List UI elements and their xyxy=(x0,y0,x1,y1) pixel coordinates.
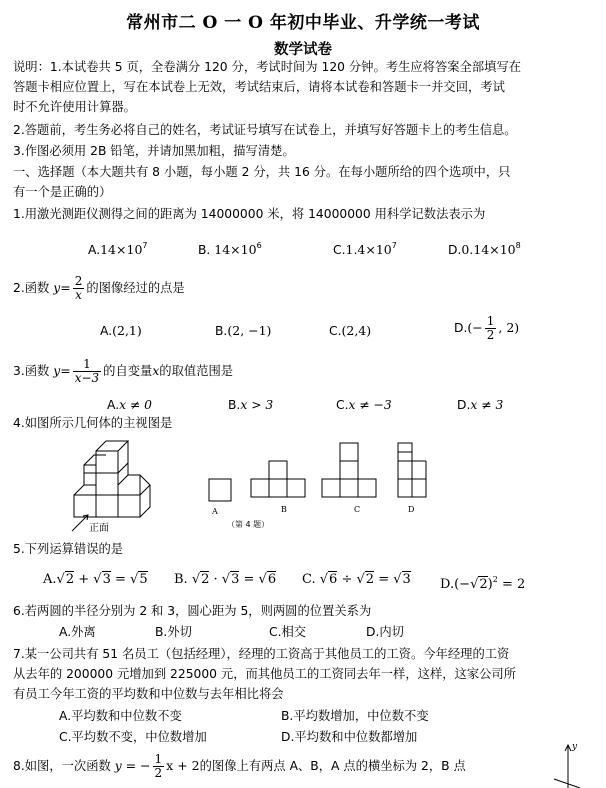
q4-figure xyxy=(0,432,606,534)
math-eq: = xyxy=(60,280,71,295)
math-eq: = xyxy=(60,363,71,378)
operator: = xyxy=(378,572,390,587)
math-var: y xyxy=(53,364,61,378)
option-label: D. xyxy=(440,577,455,592)
q7-option-b: B.平均数增加，中位数不变 xyxy=(281,709,429,723)
q3-tail: 的自变量 xyxy=(103,364,153,378)
q4-option-b-figure xyxy=(251,461,305,497)
operator: + xyxy=(78,572,90,587)
radicand: 2 xyxy=(479,577,488,592)
exam-title: 常州市二 O 一 O 年初中毕业、升学统一考试 xyxy=(126,13,480,33)
option-value: 1.4×10 xyxy=(345,242,392,257)
numerator: 1 xyxy=(486,314,495,328)
q2-stem xyxy=(13,273,185,303)
q2-option-b xyxy=(215,321,271,341)
option-value: x > 3 xyxy=(240,398,274,412)
option-value: x ≠ 3 xyxy=(470,398,504,412)
option-value: x ≠ −3 xyxy=(348,398,392,412)
instructions-line-4: 2.答题前，考生务必将自己的姓名，考试证号填写在试卷上，并填写好答题卡上的考生信息。 xyxy=(13,123,517,137)
operator: = xyxy=(115,572,126,587)
operator: = 2 xyxy=(501,577,526,592)
option-value: 14×10 xyxy=(214,242,257,257)
math-var: x xyxy=(152,364,160,378)
option-value: (2,1) xyxy=(112,323,142,338)
option-label: B. xyxy=(198,243,211,257)
option-label: B. xyxy=(215,324,228,338)
operator: (− xyxy=(454,577,471,592)
q3-number: 3.函数 xyxy=(13,364,50,378)
q3-stem xyxy=(13,356,233,386)
option-label: B. xyxy=(174,572,188,587)
solid-3d xyxy=(72,441,150,531)
option-label: C. xyxy=(333,243,346,257)
q3-tail: 的取值范围是 xyxy=(159,364,234,378)
q4-option-a-figure xyxy=(209,479,231,501)
instructions-line-1: 说明：1.本试卷共 5 页，全卷满分 120 分，考试时间为 120 分钟。考生应将答案全部填写在 xyxy=(13,60,522,74)
q8-tail: 的图像上有两点 A、B，A 点的横坐标为 2，B 点 xyxy=(199,759,466,773)
q2-option-a xyxy=(100,321,142,341)
numerator: 2 xyxy=(74,274,83,288)
front-label: 正面 xyxy=(89,523,109,534)
radicand: 3 xyxy=(231,572,240,587)
exponent: 2 xyxy=(492,575,498,584)
option-value: 0.14×10 xyxy=(461,242,516,257)
q3-option-c xyxy=(336,396,392,415)
option-value: (2,4) xyxy=(341,323,372,338)
exponent: 6 xyxy=(256,241,262,250)
y-axis-label: y xyxy=(572,742,578,752)
q2-number: 2.函数 xyxy=(13,281,50,295)
q1-option-d xyxy=(448,236,521,260)
option-value: (2, −1) xyxy=(227,323,272,338)
option-label: D. xyxy=(448,243,462,257)
fraction xyxy=(73,358,101,385)
math-expr: x + 2 xyxy=(166,758,200,773)
option-value: , 2) xyxy=(498,320,520,335)
q7-option-c: C.平均数不变，中位数增加 xyxy=(59,730,207,744)
q2-option-d xyxy=(454,312,519,344)
q4-option-c-figure xyxy=(322,443,376,497)
exponent: 7 xyxy=(391,241,397,250)
option-label: C. xyxy=(336,398,349,412)
q4-option-d-label: D xyxy=(408,505,415,514)
denominator: x−3 xyxy=(74,371,100,385)
q8-stem xyxy=(13,750,466,782)
option-label: C. xyxy=(329,324,342,338)
q6-option-c: C.相交 xyxy=(269,625,307,639)
q6-stem: 6.若两圆的半径分别为 2 和 3，圆心距为 5，则两圆的位置关系为 xyxy=(13,604,372,618)
operator: = xyxy=(243,572,255,587)
section-heading-line-1: 一、选择题（本大题共有 8 小题，每小题 2 分，共 16 分。在每小题所给的四个选项中，只 xyxy=(13,165,511,179)
q3-option-b xyxy=(228,396,273,415)
q6-option-b: B.外切 xyxy=(155,625,192,639)
math-var: y xyxy=(114,759,122,773)
q4-option-a-label: A xyxy=(212,507,218,516)
numerator: 1 xyxy=(154,752,163,766)
q1-stem: 1.用激光测距仪测得之间的距离为 14000000 米，将 14000000 用科学记数法表示为 xyxy=(13,207,486,221)
q7-line-3: 有员工今年工资的平均数和中位数与去年相比将会 xyxy=(13,687,284,701)
radicand: 3 xyxy=(102,572,111,587)
option-label: C. xyxy=(302,572,316,587)
option-label: B. xyxy=(228,398,241,412)
option-value: (− xyxy=(467,320,483,335)
radicand: 2 xyxy=(65,572,75,587)
radicand: 5 xyxy=(139,572,148,587)
operator: · xyxy=(213,572,218,587)
q2-option-c xyxy=(329,321,371,341)
option-label: A. xyxy=(100,324,113,338)
option-label: A. xyxy=(43,572,57,587)
q7-option-a: A.平均数和中位数不变 xyxy=(59,709,182,723)
q5-option-b: B. √2 · √3 = √6 xyxy=(174,572,277,587)
line-graph xyxy=(554,779,580,788)
q4-option-d-figure xyxy=(398,443,426,497)
exponent: 7 xyxy=(142,241,148,250)
q8-number: 8.如图，一次函数 xyxy=(13,759,111,773)
figure-caption: （第 4 题） xyxy=(227,520,270,529)
q6-option-d: D.内切 xyxy=(366,625,404,639)
q5-option-a: A.√2 + √3 = √5 xyxy=(43,572,148,587)
operator: ) xyxy=(487,577,493,592)
instructions-line-2: 答题卡相应位置上，写在本试卷上无效，考试结束后，请将本试卷和答题卡一并交回，考试 xyxy=(13,80,505,94)
q5-stem: 5.下列运算错误的是 xyxy=(13,542,124,556)
q4-option-c-label: C xyxy=(354,505,361,514)
radicand: 2 xyxy=(365,572,375,587)
denominator: 2 xyxy=(154,766,163,780)
radicand: 6 xyxy=(267,572,277,587)
option-label: A. xyxy=(88,243,101,257)
radicand: 3 xyxy=(402,572,411,587)
q1-option-c xyxy=(333,236,397,260)
option-label: D. xyxy=(454,321,468,335)
q4-stem: 4.如图所示几何体的主视图是 xyxy=(13,416,173,430)
q5-option-d: $D.(-√2)^2 = 2$ xyxy=(440,575,526,592)
denominator: 2 xyxy=(486,328,495,342)
math-eq: = − xyxy=(125,758,151,773)
operator: ÷ xyxy=(341,572,353,587)
q5-option-c: C. √6 ÷ √2 = √3 xyxy=(302,572,411,587)
q1-option-a xyxy=(88,236,148,260)
denominator: x xyxy=(75,288,82,302)
q7-option-d: D.平均数和中位数都增加 xyxy=(281,730,418,744)
q7-line-1: 7.某一公司共有 51 名员工（包括经理），经理的工资高于其他员工的工资。今年经理的工资 xyxy=(13,647,510,661)
fraction xyxy=(485,315,497,342)
option-value: 14×10 xyxy=(100,242,143,257)
q4-option-b-label: B xyxy=(281,505,287,514)
exponent: 8 xyxy=(515,241,521,250)
option-value: x ≠ 0 xyxy=(119,398,152,412)
q8-figure xyxy=(540,735,606,788)
fraction xyxy=(73,275,85,302)
option-label: A. xyxy=(107,398,120,412)
q3-option-d xyxy=(457,396,503,415)
q6-option-a: A.外离 xyxy=(59,625,96,639)
radicand: 6 xyxy=(329,572,338,587)
fraction xyxy=(153,753,165,780)
numerator: 1 xyxy=(73,358,101,372)
instructions-line-5: 3.作图必须用 2B 铅笔，并请加黑加粗，描写清楚。 xyxy=(13,144,295,158)
radicand: 2 xyxy=(201,572,210,587)
section-heading-line-2: 有一个是正确的） xyxy=(13,185,112,199)
q7-line-2: 从去年的 200000 元增加到 225000 元，而其他员工的工资同去年一样，这样，这家公司所 xyxy=(13,667,517,681)
q3-option-a xyxy=(107,396,152,415)
instructions-line-3: 时不允许使用计算器。 xyxy=(13,100,136,114)
math-var: y xyxy=(53,281,61,295)
q1-option-b xyxy=(198,236,262,260)
q2-tail: 的图像经过的点是 xyxy=(86,281,185,295)
exam-subtitle: 数学试卷 xyxy=(274,41,332,58)
option-label: D. xyxy=(457,398,471,412)
